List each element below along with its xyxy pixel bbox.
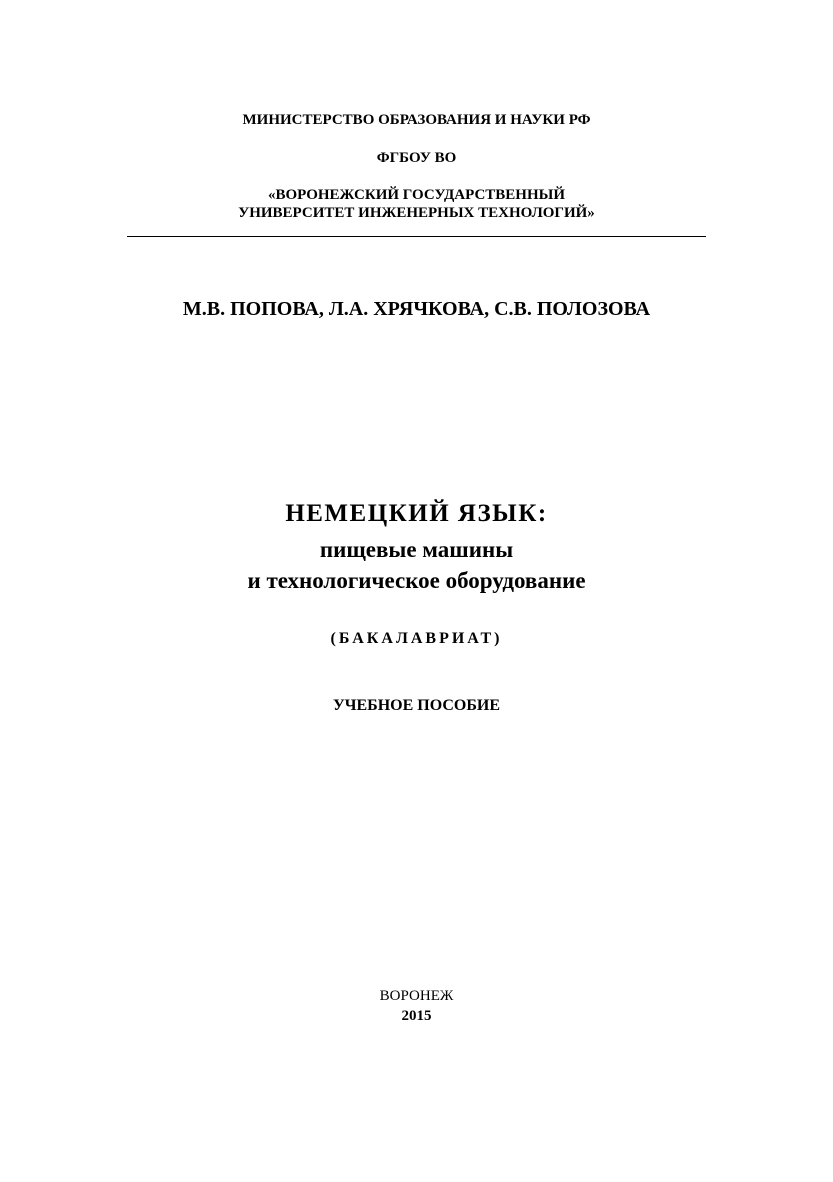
header-divider xyxy=(127,236,706,237)
authors: М.В. ПОПОВА, Л.А. ХРЯЧКОВА, С.В. ПОЛОЗОВА xyxy=(182,298,651,320)
university-name-line1: «ВОРОНЕЖСКИЙ ГОСУДАРСТВЕННЫЙ xyxy=(267,187,566,203)
publication-year: 2015 xyxy=(401,1008,432,1024)
institution-type: ФГБОУ ВО xyxy=(376,150,457,166)
book-subtitle-line2: и технологическое оборудование xyxy=(247,568,586,593)
education-level: (БАКАЛАВРИАТ) xyxy=(330,630,503,647)
book-subtitle-line1: пищевые машины xyxy=(319,537,514,562)
publication-city: ВОРОНЕЖ xyxy=(379,988,454,1004)
university-name-line2: УНИВЕРСИТЕТ ИНЖЕНЕРНЫХ ТЕХНОЛОГИЙ» xyxy=(238,205,595,221)
ministry-heading: МИНИСТЕРСТВО ОБРАЗОВАНИЯ И НАУКИ РФ xyxy=(242,112,591,128)
book-title: НЕМЕЦКИЙ ЯЗЫК: xyxy=(285,500,548,527)
document-type: УЧЕБНОЕ ПОСОБИЕ xyxy=(332,697,501,714)
